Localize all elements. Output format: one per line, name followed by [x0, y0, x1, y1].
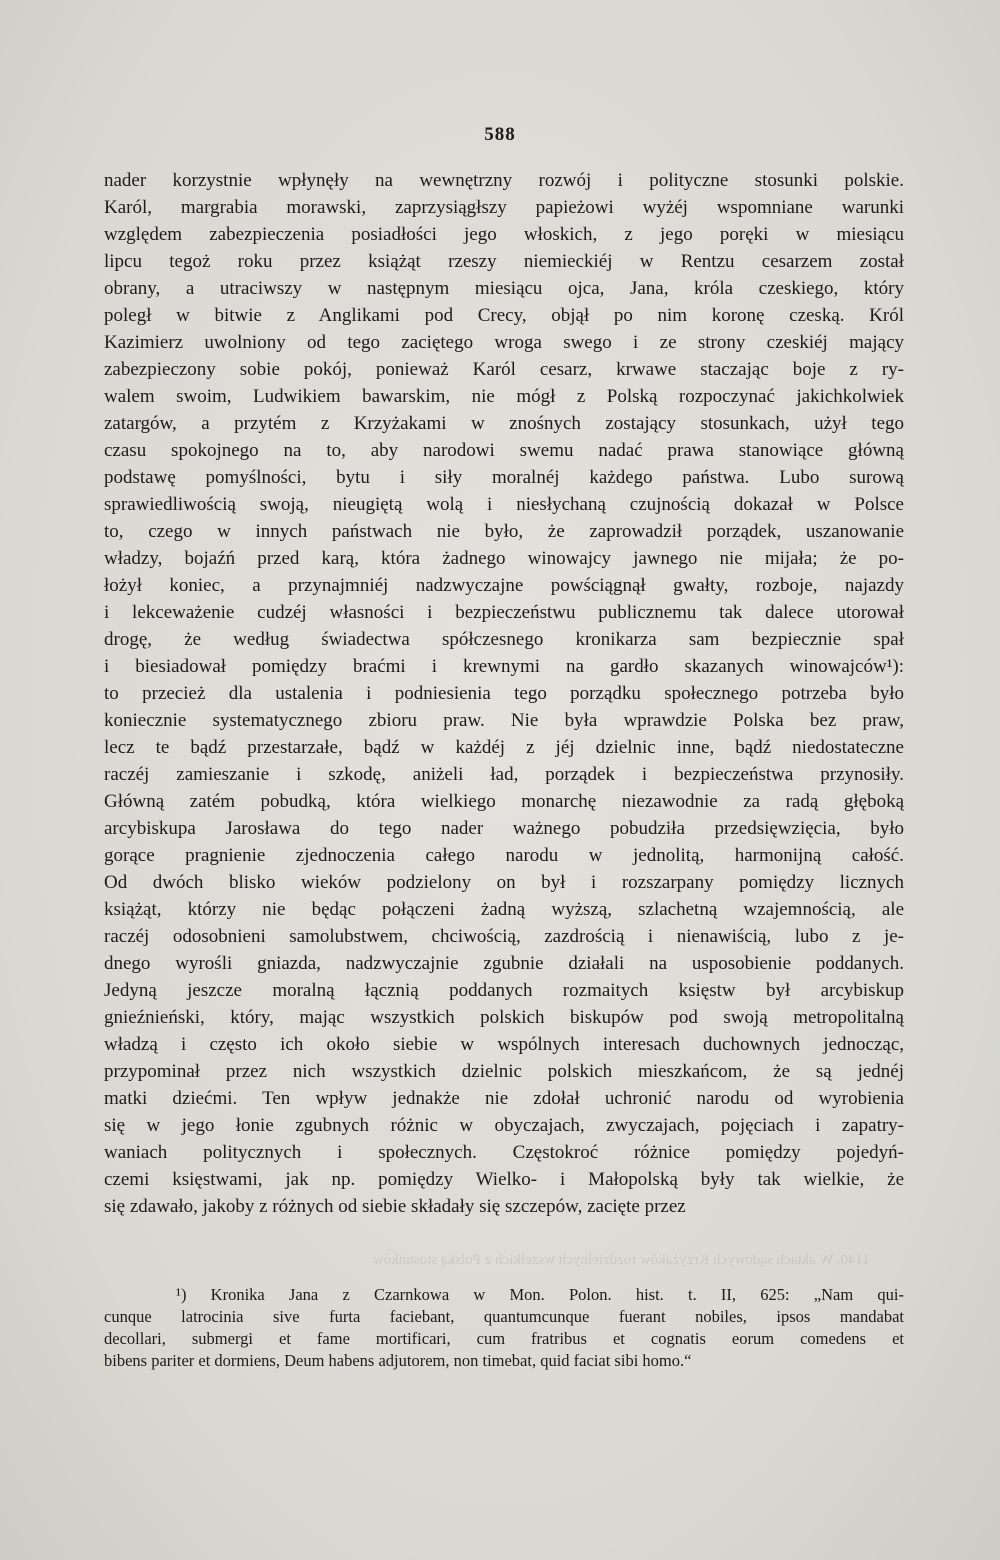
text-line: to, czego w innych państwach nie było, że zaprowadził porządek, uszanowanie — [104, 521, 904, 542]
text-line: raczéj zamieszanie i szkodę, aniżeli ład, porządek i bezpieczeństwa przynosiły. — [104, 764, 904, 785]
text-line: waniach politycznych i społecznych. Częstokroć różnice pomiędzy pojedyń- — [104, 1142, 904, 1163]
text-line: drogę, że według świadectwa spółczesnego kronikarza sam bezpiecznie spał — [104, 629, 904, 650]
text-line: nader korzystnie wpłynęły na wewnętrzny rozwój i polityczne stosunki polskie. — [104, 170, 904, 191]
text-line: lecz te bądź przestarzałe, bądź w każdéj z jéj dzielnic inne, bądź niedostateczne — [104, 737, 904, 758]
text-line: arcybiskupa Jarosława do tego nader ważnego pobudziła przedsięwzięcia, było — [104, 818, 904, 839]
text-line: koniecznie systematycznego zbioru praw. Nie była wprawdzie Polska bez praw, — [104, 710, 904, 731]
text-line: sprawiedliwością swoją, nieugiętą wolą i niesłychaną czujnością dokazał w Polsce — [104, 494, 904, 515]
bleed-through-text: 1140. W aktach sądowych Krzyżaków rozdzielnych wszelkich z Polską stosunków — [372, 1252, 870, 1268]
text-line: Jedyną jeszcze moralną łącznią poddanych rozmaitych księstw był arcybiskup — [104, 980, 904, 1001]
text-line: i biesiadował pomiędzy braćmi i krewnymi na gardło skazanych winowajców¹): — [104, 656, 904, 677]
text-line: władzą i często ich około siebie w wspólnych interesach duchownych jednocząc, — [104, 1034, 904, 1055]
footnotes — [104, 1284, 904, 1372]
text-line: zatargów, a przytém z Krzyżakami w znośnych zostający stosunkach, użył tego — [104, 413, 904, 434]
text-line: względem zabezpieczenia posiadłości jego włoskich, z jego poręki w miesiącu — [104, 224, 904, 245]
text-line: czasu spokojnego na to, aby narodowi swemu nadać prawa stanowiące główną — [104, 440, 904, 461]
text-line: Karól, margrabia morawski, zaprzysiągłszy papieżowi wyżéj wspomniane warunki — [104, 197, 904, 218]
text-line: to przecież dla ustalenia i podniesienia tego porządku społecznego potrzeba było — [104, 683, 904, 704]
text-line: lipcu tegoż roku przez książąt rzeszy niemieckiéj w Rentzu cesarzem został — [104, 251, 904, 272]
text-line: zabezpieczony sobie pokój, ponieważ Karól cesarz, krwawe staczając boje z ry- — [104, 359, 904, 380]
text-line: czemi księstwami, jak np. pomiędzy Wielko- i Małopolską były tak wielkie, że — [104, 1169, 904, 1190]
text-line: się w jego łonie zgubnych różnic w obyczajach, zwyczajach, pojęciach i zapatry- — [104, 1115, 904, 1136]
text-line: łożył koniec, a przynajmniéj nadzwyczajne powściągnął gwałty, rozboje, najazdy — [104, 575, 904, 596]
text-line: poległ w bitwie z Anglikami pod Crecy, objął po nim koronę czeską. Król — [104, 305, 904, 326]
text-line: Główną zatém pobudką, która wielkiego monarchę niezawodnie za radą głęboką — [104, 791, 904, 812]
text-line: obrany, a utraciwszy w następnym miesiącu ojca, Jana, króla czeskiego, który — [104, 278, 904, 299]
text-line: się zdawało, jakoby z różnych od siebie składały się szczepów, zacięte przez — [104, 1196, 686, 1217]
text-line: i lekceważenie cudzéj własności i bezpieczeństwu publicznemu tak dalece utorował — [104, 602, 904, 623]
text-line: przypominał przez nich wszystkich dzielnic polskich mieszkańcom, że są jednéj — [104, 1061, 904, 1082]
text-line: raczéj odosobnieni samolubstwem, chciwością, zazdrością i nienawiścią, lubo z je- — [104, 926, 904, 947]
text-line: dnego wyrośli gniazda, nadzwyczajnie zgubnie działali na usposobienie poddanych. — [104, 953, 904, 974]
body-text — [104, 167, 904, 1220]
text-line: Kazimierz uwolniony od tego zaciętego wroga swego i ze strony czeskiéj mający — [104, 332, 904, 353]
page-number: 588 — [484, 124, 516, 145]
text-line: gnieźnieński, który, mając wszystkich polskich biskupów pod swoją metropolitalną — [104, 1007, 904, 1028]
footnote-line: ¹) Kronika Jana z Czarnkowa w Mon. Polon. hist. t. II, 625: „Nam qui- — [176, 1285, 904, 1304]
footnote-line: decollari, submergi et fame mortificari, cum fratribus et cognatis eorum comedens et — [104, 1329, 904, 1348]
text-line: gorące pragnienie zjednoczenia całego narodu w jednolitą, harmonijną całość. — [104, 845, 904, 866]
text-line: matki dziećmi. Ten wpływ jednakże nie zdołał uchronić narodu od wyrobienia — [104, 1088, 904, 1109]
text-line: władzy, bojaźń przed karą, która żadnego winowajcy jawnego nie mijała; że po- — [104, 548, 904, 569]
text-line: walem swoim, Ludwikiem bawarskim, nie mógł z Polską rozpoczynać jakichkolwiek — [104, 386, 904, 407]
footnote-line: cunque latrocinia sive furta faciebant, quantumcunque fuerant nobiles, ipsos mandabat — [104, 1307, 904, 1326]
text-line: podstawę pomyślności, bytu i siły moralnéj każdego państwa. Lubo surową — [104, 467, 904, 488]
text-line: Od dwóch blisko wieków podzielony on był i rozszarpany pomiędzy licznych — [104, 872, 904, 893]
footnote-line: bibens pariter et dormiens, Deum habens adjutorem, non timebat, quid faciat sibi homo.“ — [104, 1351, 692, 1370]
text-line: książąt, którzy nie będąc połączeni żadną wyższą, szlachetną wzajemnością, ale — [104, 899, 904, 920]
